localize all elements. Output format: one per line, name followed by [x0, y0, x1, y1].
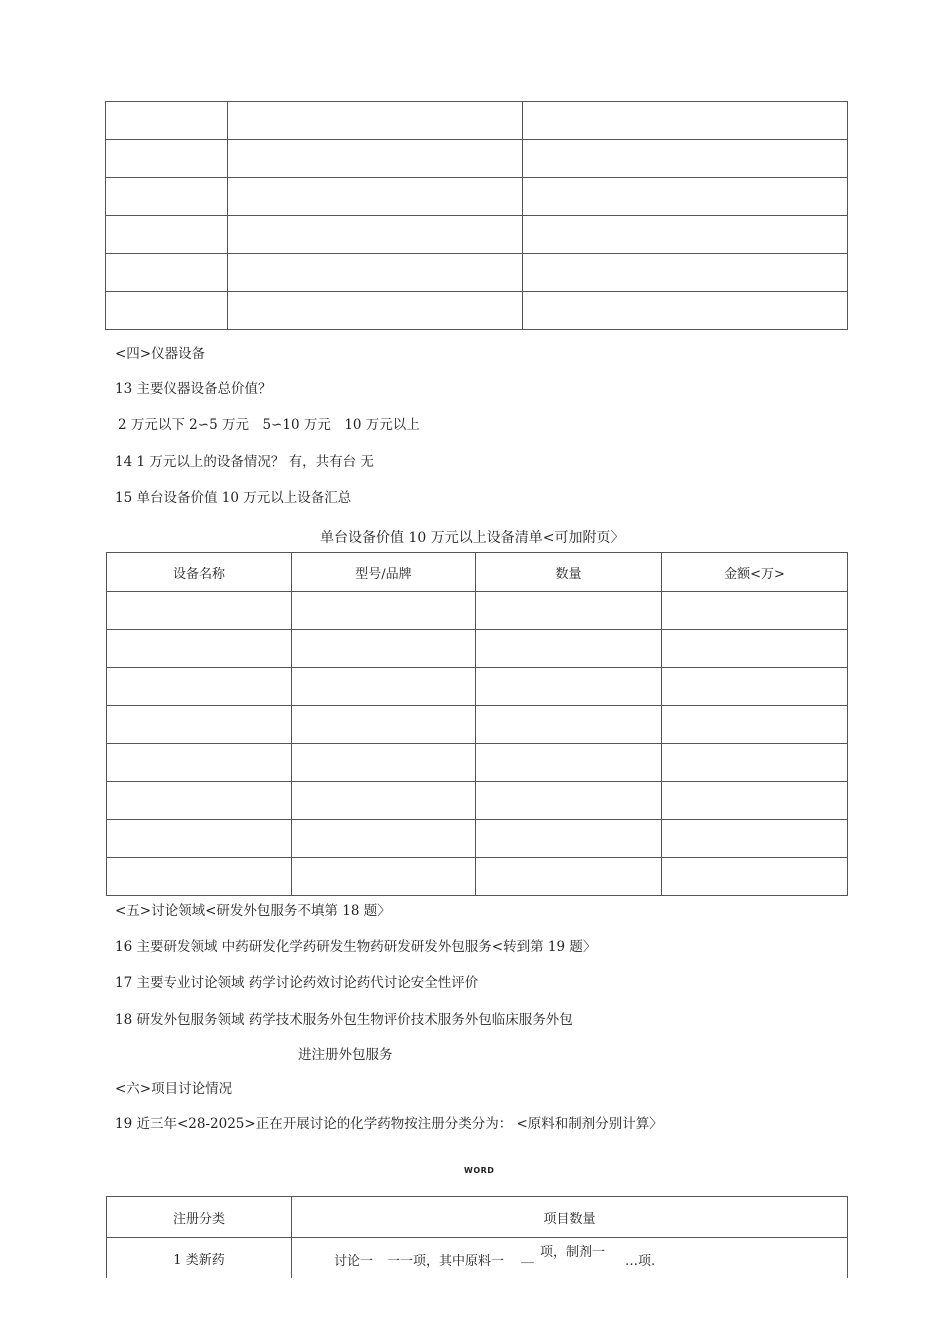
header-model-brand: 型号/品牌 — [292, 553, 476, 592]
header-amount: 金额<万> — [662, 553, 848, 592]
table-cell — [476, 668, 662, 706]
table-cell — [292, 668, 476, 706]
table-cell — [228, 178, 523, 216]
table-cell — [662, 668, 848, 706]
table-cell — [106, 102, 228, 140]
table-cell — [292, 706, 476, 744]
table-row — [107, 668, 848, 706]
table-cell — [662, 820, 848, 858]
equipment-table — [106, 552, 848, 896]
table-row — [106, 102, 848, 140]
table-cell — [107, 592, 292, 630]
question-15: 15 单台设备价值 10 万元以上设备汇总 — [115, 490, 352, 506]
table-cell — [106, 216, 228, 254]
table-cell — [228, 102, 523, 140]
table-cell — [107, 630, 292, 668]
table-cell — [292, 782, 476, 820]
table-row — [107, 858, 848, 896]
table-cell — [523, 178, 848, 216]
table-row — [106, 140, 848, 178]
table-cell — [107, 706, 292, 744]
question-13: 13 主要仪器设备总价值？ — [115, 381, 272, 397]
table-cell — [476, 858, 662, 896]
question-19: 19 近三年<28-2025>正在开展讨论的化学药物按注册分类分为： <原料和制剂分别计算〉 — [115, 1116, 663, 1132]
table-cell — [292, 858, 476, 896]
table-row — [107, 782, 848, 820]
table-cell — [228, 292, 523, 330]
table-row — [107, 706, 848, 744]
table-row — [107, 630, 848, 668]
table-cell — [228, 254, 523, 292]
table-cell — [662, 592, 848, 630]
table-cell — [107, 858, 292, 896]
table-cell — [662, 744, 848, 782]
table-cell — [523, 102, 848, 140]
detail-part: 项，制剂一 — [540, 1245, 606, 1260]
question-17: 17 主要专业讨论领域 药学讨论药效讨论药代讨论安全性评价 — [115, 975, 479, 991]
table-cell — [292, 820, 476, 858]
table-cell — [523, 216, 848, 254]
table-cell — [107, 820, 292, 858]
header-equipment-name: 设备名称 — [107, 553, 292, 592]
table-cell — [292, 744, 476, 782]
table-cell — [106, 292, 228, 330]
equipment-list-title: 单台设备价值 10 万元以上设备清单<可加附页〉 — [320, 530, 625, 546]
table-row — [107, 1238, 848, 1279]
table-cell — [662, 706, 848, 744]
table-cell — [292, 592, 476, 630]
word-watermark: WORD — [464, 1166, 495, 1175]
table-cell — [107, 668, 292, 706]
table-cell — [476, 782, 662, 820]
table-cell — [662, 630, 848, 668]
detail-part: 一一项，其中原料一 — [387, 1254, 505, 1269]
table-row — [107, 744, 848, 782]
header-quantity: 数量 — [476, 553, 662, 592]
table-cell — [292, 630, 476, 668]
section6-heading: <六>项目讨论情况 — [115, 1081, 233, 1097]
table-header-row — [107, 553, 848, 592]
table-cell — [662, 858, 848, 896]
section5-heading: <五>讨论领域<研发外包服务不填第 18 题〉 — [115, 903, 391, 919]
table-cell — [107, 744, 292, 782]
table-row — [106, 216, 848, 254]
question-18: 18 研发外包服务领域 药学技术服务外包生物评价技术服务外包临床服务外包 — [115, 1012, 573, 1028]
table-cell — [523, 140, 848, 178]
table-cell — [228, 140, 523, 178]
header-registration-class: 注册分类 — [107, 1197, 292, 1238]
table-cell — [476, 592, 662, 630]
row-label-class1: 1 类新药 — [107, 1238, 292, 1279]
table-cell — [476, 744, 662, 782]
section4-heading: <四>仪器设备 — [115, 346, 206, 362]
continued-table — [105, 101, 848, 330]
table-cell — [106, 178, 228, 216]
question-16: 16 主要研发领域 中药研发化学药研发生物药研发研发外包服务<转到第 19 题〉 — [115, 939, 597, 955]
table-row — [106, 292, 848, 330]
table-cell — [662, 782, 848, 820]
table-row — [106, 178, 848, 216]
table-cell — [228, 216, 523, 254]
table-header-row — [107, 1197, 848, 1238]
detail-part: …项. — [625, 1254, 656, 1269]
registration-table — [106, 1196, 848, 1278]
question-13-options: 2 万元以下 2∽5 万元 5∽10 万元 10 万元以上 — [118, 417, 420, 433]
table-cell — [523, 254, 848, 292]
question-14: 14 1 万元以上的设备情况？ 有，共有台 无 — [115, 454, 374, 470]
table-row — [106, 254, 848, 292]
table-cell — [106, 140, 228, 178]
table-cell — [476, 630, 662, 668]
table-cell — [107, 782, 292, 820]
table-cell — [476, 820, 662, 858]
table-cell — [476, 706, 662, 744]
detail-part: 讨论一 — [334, 1254, 374, 1269]
table-cell — [106, 254, 228, 292]
table-row — [107, 820, 848, 858]
table-row — [107, 592, 848, 630]
detail-part: __ — [521, 1249, 534, 1264]
header-project-count: 项目数量 — [292, 1197, 848, 1238]
question-18-continuation: 进注册外包服务 — [298, 1047, 393, 1063]
table-cell — [523, 292, 848, 330]
row-detail-class1 — [292, 1238, 848, 1279]
